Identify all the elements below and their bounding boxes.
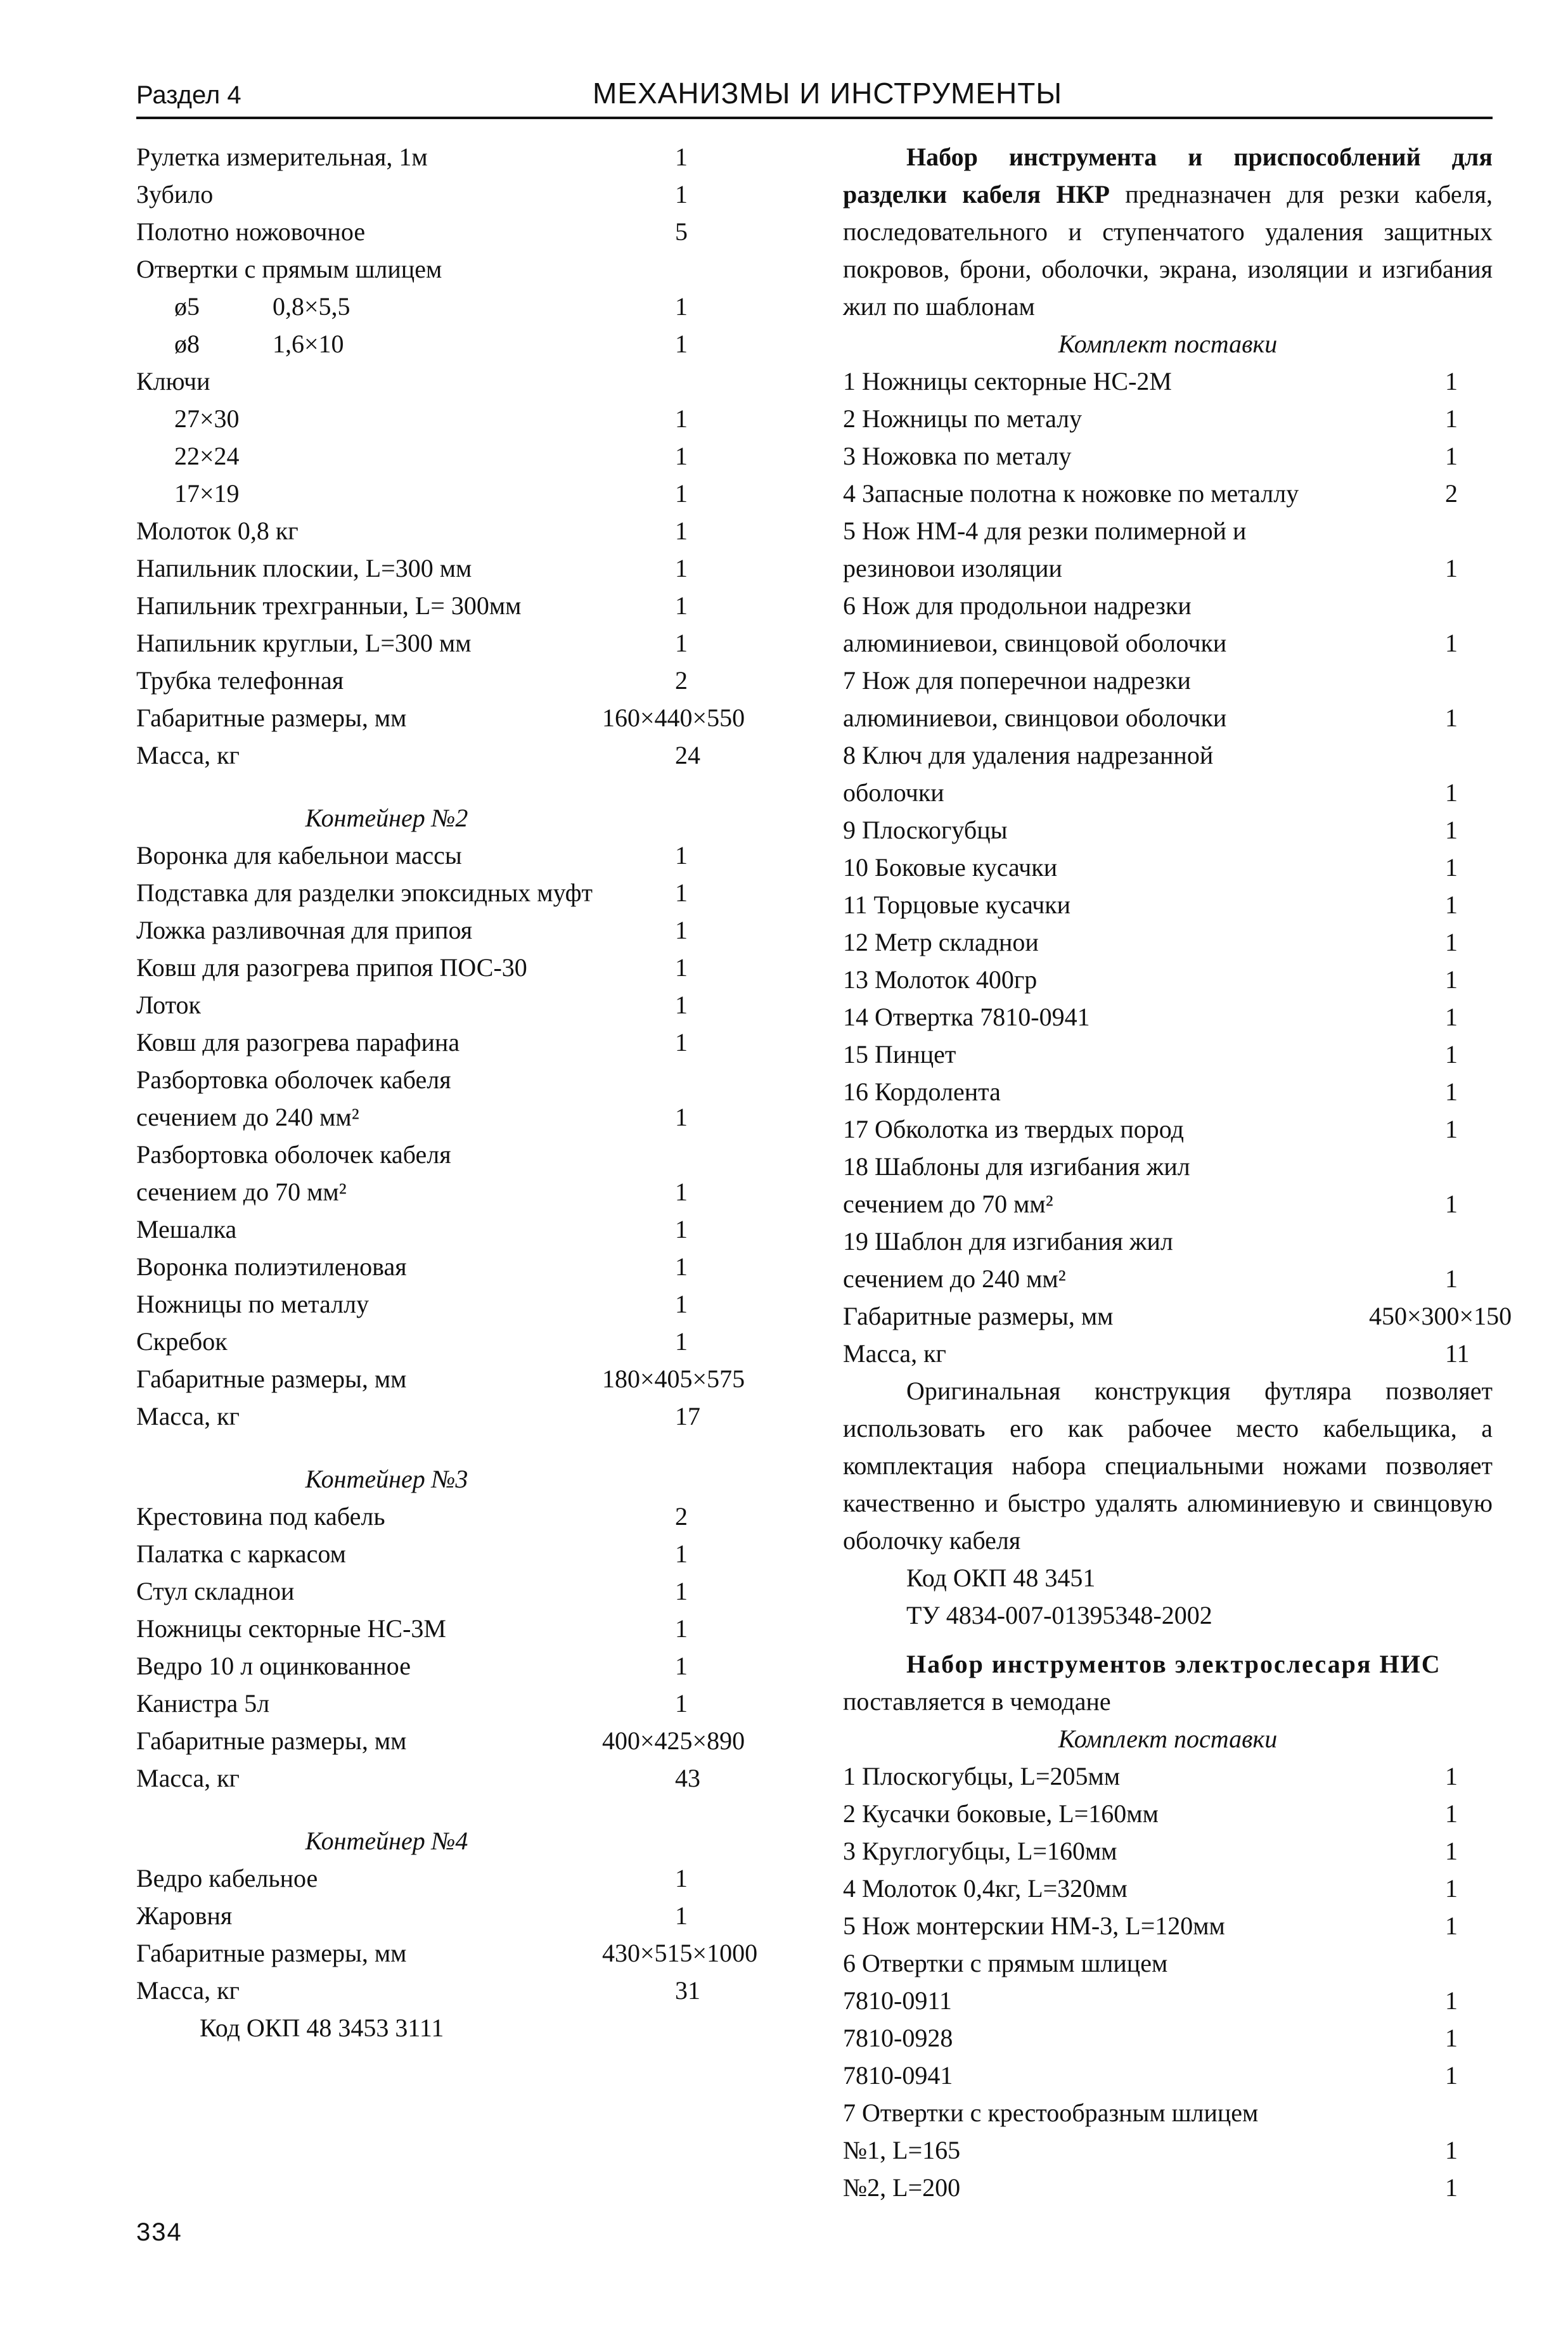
item-quantity: 1 <box>675 143 688 171</box>
list-item <box>843 400 1493 437</box>
nis-desc: поставляется в чемодане <box>843 1687 1111 1716</box>
item-quantity: 1 <box>1445 1264 1458 1293</box>
list-item <box>136 1024 770 1061</box>
list-item <box>136 475 770 512</box>
list-item <box>136 1098 770 1136</box>
mass-row: Масса, кг 31 <box>136 1976 700 2005</box>
item-quantity: 1 <box>675 180 688 209</box>
item-quantity: 1 <box>1445 816 1458 844</box>
nis-heading <box>843 1645 1493 1720</box>
item-quantity: 1 <box>675 1614 688 1643</box>
list-item <box>136 1498 770 1535</box>
item-name: Ведро 10 л оцинкованное <box>136 1652 411 1680</box>
list-item <box>843 1073 1493 1110</box>
okp-code: Код ОКП 48 3453 3111 <box>200 2014 444 2042</box>
list-item <box>136 986 770 1024</box>
item-name: 3 Круглогубцы, L=160мм <box>843 1837 1117 1865</box>
size-label: 1,6×10 <box>273 330 344 358</box>
item-name: Разбортовка оболочек кабеля <box>136 1065 451 1094</box>
item-quantity: 1 <box>1445 1762 1458 1790</box>
list-item <box>843 1982 1493 2019</box>
nis-title: Набор инструментов электрослесаря НИС <box>906 1650 1441 1678</box>
container-2-title: Контейнер №2 <box>305 804 468 832</box>
dimensions-row: Габаритные размеры, мм 400×425×890 <box>136 1726 745 1755</box>
item-quantity: 1 <box>1445 554 1458 582</box>
item-name: Ножницы по металлу <box>136 1290 370 1318</box>
nis-kit-title: Комплект поставки <box>1058 1725 1278 1753</box>
list-item <box>136 1285 770 1323</box>
item-name: 1 Плоскогубцы, L=205мм <box>843 1762 1121 1790</box>
item-quantity: 1 <box>675 1103 688 1131</box>
item-quantity: 1 <box>1445 2173 1458 2202</box>
list-item <box>843 923 1493 961</box>
item-name: Канистра 5л <box>136 1689 270 1718</box>
item-quantity: 1 <box>1445 1077 1458 1106</box>
list-item <box>843 1907 1493 1944</box>
list-item <box>136 1211 770 1248</box>
item-name: Ковш для разогрева парафина <box>136 1028 460 1057</box>
item-name: 2 Ножницы по металу <box>843 404 1083 433</box>
item-name: 7810-0941 <box>843 2061 953 2090</box>
nkr-description <box>843 138 1493 325</box>
item-name: Воронка полиэтиленовая <box>136 1252 407 1281</box>
list-item <box>843 1795 1493 1832</box>
item-name: сечением до 70 мм² <box>843 1190 1053 1218</box>
item-quantity: 1 <box>675 1028 688 1057</box>
item-name: 15 Пинцет <box>843 1040 956 1069</box>
item-name: алюминиевои, свинцовой оболочки <box>843 629 1227 657</box>
list-item <box>843 811 1493 849</box>
item-quantity: 1 <box>675 1901 688 1930</box>
list-item <box>843 886 1493 923</box>
list-item <box>843 2094 1493 2131</box>
item-name: 19 Шаблон для изгибания жил <box>843 1227 1173 1256</box>
item-quantity: 1 <box>1445 1986 1458 2015</box>
item-name: №2, L=200 <box>843 2173 961 2202</box>
list-item <box>843 1944 1493 1982</box>
list-item <box>136 1897 770 1934</box>
item-quantity: 1 <box>675 841 688 870</box>
item-quantity: 1 <box>675 1327 688 1356</box>
list-item <box>843 1148 1493 1185</box>
dimensions-row: Габаритные размеры, мм 450×300×150 <box>843 1302 1512 1330</box>
nkr-note: Оригинальная конструкция футляра позволяет использовать его как рабочее место кабельщика, а комплектация набора специальными ножами позволяет качественно и быстро удалять алюминиевую и свинцовую оболочку кабеля <box>843 1377 1493 1555</box>
item-name: Ножницы секторные НС-3М <box>136 1614 446 1643</box>
list-item <box>136 837 770 874</box>
item-name: 2 Кусачки боковые, L=160мм <box>843 1799 1159 1828</box>
item-name: сечением до 240 мм² <box>136 1103 359 1131</box>
item-name: Скребок <box>136 1327 228 1356</box>
item-quantity: 2 <box>675 666 688 695</box>
item-name: 7 Отвертки с крестообразным шлицем <box>843 2098 1259 2127</box>
item-name: резиновои изоляции <box>843 554 1062 582</box>
item-quantity: 1 <box>1445 1040 1458 1069</box>
list-item <box>136 1248 770 1285</box>
list-item <box>843 2019 1493 2057</box>
item-name: Крестовина под кабель <box>136 1502 385 1531</box>
list-item <box>843 1832 1493 1870</box>
item-name: Зубило <box>136 180 214 209</box>
item-quantity: 1 <box>1445 367 1458 395</box>
mass-row: Масса, кг 17 <box>136 1402 700 1430</box>
list-item <box>136 1323 770 1360</box>
section-label: Раздел 4 <box>136 81 241 109</box>
list-item: Ключи <box>136 367 210 395</box>
item-name: 27×30 <box>174 404 240 433</box>
item-quantity: 1 <box>675 442 688 470</box>
page-number: 334 <box>136 2218 183 2246</box>
item-quantity: 1 <box>675 878 688 907</box>
list-item <box>136 1610 770 1647</box>
list-item <box>843 849 1493 886</box>
list-item <box>136 624 770 662</box>
list-item <box>136 1136 770 1173</box>
item-name: 4 Запасные полотна к ножовке по металлу <box>843 479 1299 508</box>
list-item <box>843 1260 1493 1297</box>
item-name: 11 Торцовые кусачки <box>843 890 1071 919</box>
item-quantity: 1 <box>1445 928 1458 956</box>
item-name: оболочки <box>843 778 944 807</box>
item-name: Трубка телефонная <box>136 666 344 695</box>
item-quantity: 1 <box>675 1539 688 1568</box>
page-title: МЕХАНИЗМЫ И ИНСТРУМЕНТЫ <box>593 77 1063 110</box>
mass-row: Масса, кг 11 <box>843 1339 1470 1368</box>
list-item <box>136 1535 770 1572</box>
item-quantity: 2 <box>1445 479 1458 508</box>
item-name: Напильник трехгранныи, L= 300мм <box>136 591 522 620</box>
dimensions-row: Габаритные размеры, мм 160×440×550 <box>136 704 745 732</box>
list-item <box>136 1860 770 1897</box>
size-label: 0,8×5,5 <box>273 292 350 321</box>
list-item <box>136 1061 770 1098</box>
item-quantity: 1 <box>1445 1190 1458 1218</box>
item-quantity: 1 <box>1445 442 1458 470</box>
diameter-label: ø5 <box>174 292 200 321</box>
list-item <box>843 1870 1493 1907</box>
container-4-title: Контейнер №4 <box>305 1827 468 1855</box>
item-quantity: 1 <box>675 1652 688 1680</box>
item-quantity: 1 <box>1445 1837 1458 1865</box>
list-item <box>843 437 1493 475</box>
item-name: Молоток 0,8 кг <box>136 517 299 545</box>
item-name: Отвертки с прямым шлицем <box>136 255 442 283</box>
list-item <box>843 624 1493 662</box>
item-quantity: 1 <box>1445 1115 1458 1143</box>
item-name: 9 Плоскогубцы <box>843 816 1008 844</box>
item-name: Лоток <box>136 991 201 1019</box>
item-name: Ложка разливочная для припоя <box>136 916 473 944</box>
list-item <box>136 587 770 624</box>
item-name: 17×19 <box>174 479 240 508</box>
nkr-kit-title: Комплект поставки <box>1058 330 1278 358</box>
item-quantity: 1 <box>1445 2136 1458 2164</box>
item-name: Воронка для кабельнои массы <box>136 841 462 870</box>
list-item <box>843 2131 1493 2169</box>
item-quantity: 1 <box>675 1252 688 1281</box>
list-item <box>136 911 770 949</box>
list-item <box>843 774 1493 811</box>
item-name: Напильник круглыи, L=300 мм <box>136 629 472 657</box>
item-quantity: 1 <box>675 916 688 944</box>
item-name: 18 Шаблоны для изгибания жил <box>843 1152 1190 1181</box>
item-quantity: 1 <box>1445 404 1458 433</box>
dimensions-row: Габаритные размеры, мм 180×405×575 <box>136 1365 745 1393</box>
item-name: Мешалка <box>136 1215 237 1243</box>
list-item <box>843 475 1493 512</box>
list-item <box>136 1647 770 1685</box>
item-quantity: 1 <box>675 1689 688 1718</box>
item-quantity: 1 <box>675 404 688 433</box>
item-name: 5 Нож монтерскии НМ-3, L=120мм <box>843 1912 1225 1940</box>
item-quantity: 1 <box>675 1864 688 1892</box>
list-item <box>136 512 770 549</box>
item-quantity: 1 <box>675 1215 688 1243</box>
mass-row: Масса, кг 43 <box>136 1764 700 1792</box>
item-name: 4 Молоток 0,4кг, L=320мм <box>843 1874 1128 1903</box>
nkr-title: Набор инструмента и приспособлений для разделки кабеля НКР <box>843 143 1493 209</box>
container-3-title: Контейнер №3 <box>305 1465 468 1493</box>
item-quantity: 1 <box>675 479 688 508</box>
item-name: Стул складнои <box>136 1577 295 1605</box>
list-item <box>136 325 770 363</box>
list-item <box>843 961 1493 998</box>
item-name: Рулетка измерительная, 1м <box>136 143 428 171</box>
list-item <box>136 662 770 699</box>
item-name: Палатка с каркасом <box>136 1539 346 1568</box>
item-name: Подставка для разделки эпоксидных муфт <box>136 878 593 907</box>
item-name: Полотно ножовочное <box>136 217 366 246</box>
item-name: 22×24 <box>174 442 240 470</box>
list-item <box>843 2169 1493 2206</box>
list-item <box>136 213 770 250</box>
item-quantity: 1 <box>675 517 688 545</box>
item-quantity: 1 <box>1445 704 1458 732</box>
mass-row: Масса, кг 24 <box>136 741 700 769</box>
list-item <box>843 1185 1493 1223</box>
list-item <box>843 1223 1493 1260</box>
item-name: 8 Ключ для удаления надрезанной <box>843 741 1214 769</box>
item-name: 12 Метр складнои <box>843 928 1039 956</box>
list-item <box>843 587 1493 624</box>
list-item <box>136 288 770 325</box>
item-quantity: 1 <box>675 1577 688 1605</box>
item-name: Ведро кабельное <box>136 1864 318 1892</box>
list-item <box>136 1685 770 1722</box>
item-name: 6 Отвертки с прямым шлицем <box>843 1949 1168 1977</box>
item-name: Разбортовка оболочек кабеля <box>136 1140 451 1169</box>
list-item <box>843 736 1493 774</box>
item-name: 6 Нож для продольнои надрезки <box>843 591 1192 620</box>
item-name: 13 Молоток 400гр <box>843 965 1038 994</box>
item-quantity: 1 <box>1445 2024 1458 2052</box>
item-name: Напильник плоскии, L=300 мм <box>136 554 472 582</box>
list-item <box>843 2057 1493 2094</box>
list-item <box>843 1036 1493 1073</box>
list-item <box>136 549 770 587</box>
item-name: 3 Ножовка по металу <box>843 442 1072 470</box>
item-name: 7 Нож для поперечнои надрезки <box>843 666 1191 695</box>
okp-code: Код ОКП 48 3451 <box>906 1564 1096 1592</box>
item-quantity: 2 <box>675 1502 688 1531</box>
item-quantity: 1 <box>1445 1874 1458 1903</box>
item-name: сечением до 70 мм² <box>136 1178 347 1206</box>
list-item <box>843 363 1493 400</box>
list-item <box>843 699 1493 736</box>
page-header <box>136 75 1493 119</box>
item-quantity: 1 <box>1445 629 1458 657</box>
list-item <box>136 1572 770 1610</box>
item-name: 5 Нож НМ-4 для резки полимерной и <box>843 517 1247 545</box>
item-name: Ковш для разогрева припоя ПОС-30 <box>136 953 527 982</box>
item-name: 7810-0928 <box>843 2024 953 2052</box>
item-name: 1 Ножницы секторные НС-2М <box>843 367 1172 395</box>
item-quantity: 1 <box>675 629 688 657</box>
dimensions-row: Габаритные размеры, мм 430×515×1000 <box>136 1939 758 1967</box>
item-quantity: 5 <box>675 217 688 246</box>
item-quantity: 1 <box>675 953 688 982</box>
item-name: 16 Кордолента <box>843 1077 1001 1106</box>
list-item <box>136 437 770 475</box>
item-quantity: 1 <box>675 1290 688 1318</box>
list-item <box>843 512 1493 549</box>
item-quantity: 1 <box>675 330 688 358</box>
item-quantity: 1 <box>1445 965 1458 994</box>
nkr-desc: предназначен для резки кабеля, последовательного и ступенчатого удаления защитных покровов, брони, оболочки, экрана, изоляции и изгибания жил по шаблонам <box>843 180 1493 321</box>
list-item <box>136 176 770 213</box>
item-quantity: 1 <box>1445 853 1458 882</box>
list-item <box>136 1173 770 1211</box>
item-quantity: 1 <box>1445 1003 1458 1031</box>
item-name: 10 Боковые кусачки <box>843 853 1058 882</box>
item-quantity: 1 <box>675 292 688 321</box>
item-quantity: 1 <box>675 1178 688 1206</box>
item-name: сечением до 240 мм² <box>843 1264 1066 1293</box>
list-item <box>843 662 1493 699</box>
item-quantity: 1 <box>675 554 688 582</box>
item-quantity: 1 <box>675 991 688 1019</box>
list-item <box>843 1110 1493 1148</box>
right-column <box>843 138 1512 2206</box>
item-name: алюминиевои, свинцовои оболочки <box>843 704 1227 732</box>
list-item <box>843 1757 1493 1795</box>
diameter-label: ø8 <box>174 330 200 358</box>
item-quantity: 1 <box>1445 1912 1458 1940</box>
list-item <box>136 138 770 176</box>
list-item <box>136 250 770 288</box>
item-name: Жаровня <box>136 1901 233 1930</box>
item-name: 7810-0911 <box>843 1986 952 2015</box>
list-item <box>136 949 770 986</box>
list-item <box>843 998 1493 1036</box>
item-quantity: 1 <box>1445 890 1458 919</box>
item-quantity: 1 <box>675 591 688 620</box>
item-name: 17 Обколотка из твердых пород <box>843 1115 1185 1143</box>
item-quantity: 1 <box>1445 1799 1458 1828</box>
list-item <box>136 400 770 437</box>
item-name: №1, L=165 <box>843 2136 961 2164</box>
list-item <box>136 874 770 911</box>
item-name: 14 Отвертка 7810-0941 <box>843 1003 1090 1031</box>
item-quantity: 1 <box>1445 2061 1458 2090</box>
left-column <box>136 138 770 2046</box>
tu-code: ТУ 4834-007-01395348-2002 <box>906 1601 1212 1629</box>
item-quantity: 1 <box>1445 778 1458 807</box>
list-item <box>843 549 1493 587</box>
